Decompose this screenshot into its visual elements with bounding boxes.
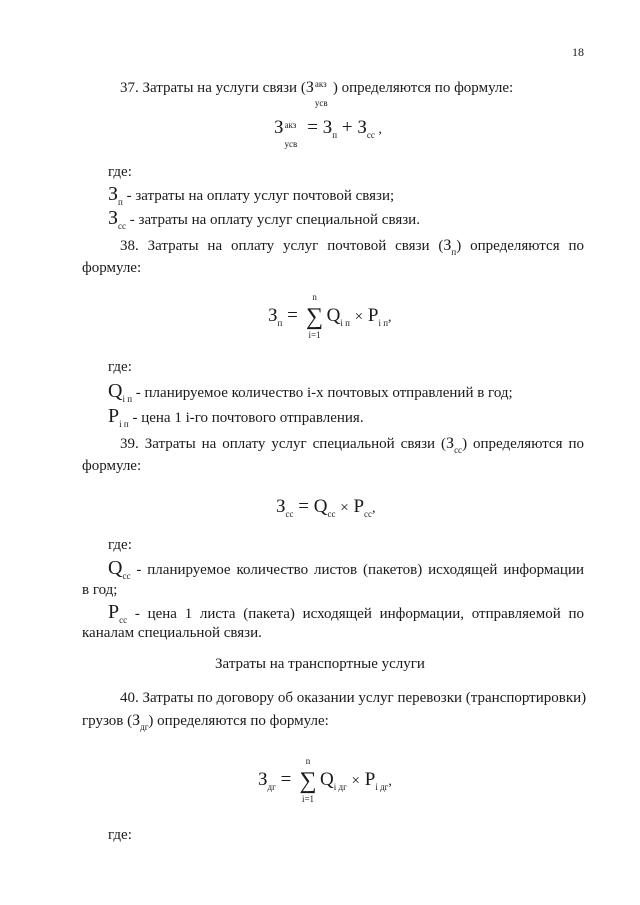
p37-text-a: 37. Затраты на услуги связи (: [120, 80, 306, 96]
p37-symbol: З: [305, 79, 314, 96]
def-37-a: [108, 183, 610, 207]
d39b-symbol: P: [108, 601, 120, 623]
p39-text-a: 39. Затраты на оплату услуг специальной связи (: [120, 436, 447, 452]
d37a-symbol: З: [108, 183, 119, 205]
f40-lim-up: n: [305, 756, 311, 766]
d39b-text: - цена 1 листа (пакета) исходящей информации, отправляемой по: [127, 606, 584, 622]
f37-lhs: З: [274, 117, 284, 138]
formula-37: [274, 117, 382, 149]
def-39-a-line2: в год;: [82, 582, 118, 598]
f40-times: ×: [351, 773, 361, 789]
f38-tail: ,: [388, 310, 392, 325]
def-39-b-line2: каналам специальной связи.: [82, 625, 262, 641]
f38-p-sub: i п: [378, 318, 389, 328]
f39-p: P: [353, 496, 365, 517]
f38-lim-up: n: [312, 292, 317, 302]
d38a-symbol: Q: [108, 380, 123, 402]
d39a-sub: сс: [122, 571, 131, 581]
formula-38: [268, 292, 392, 340]
f38-q-sub: i п: [340, 318, 350, 328]
where-39: где:: [108, 537, 132, 553]
f37-t1-sub: п: [332, 130, 338, 140]
paragraph-39-line2: формуле:: [82, 458, 142, 474]
def-38-a: [108, 380, 610, 404]
page-number: 18: [572, 45, 584, 59]
f40-sum-sign: [296, 756, 320, 804]
d38b-text: - цена 1 i-го почтового отправления.: [128, 410, 364, 426]
f37-eq: =: [307, 117, 318, 138]
f40-p-sub: i дг: [375, 782, 389, 792]
paragraph-37: [120, 79, 584, 108]
d39a-text: - планируемое количество листов (пакетов) исходящей информации: [130, 562, 584, 578]
p37-text-b: ) определяются по формуле:: [332, 80, 514, 96]
f40-sum: ∑: [299, 768, 317, 794]
f40-q: Q: [320, 769, 334, 790]
formula-39: [276, 496, 376, 519]
p37-sup: акз: [314, 79, 327, 89]
p38-sub: п: [451, 247, 457, 257]
f38-times: ×: [354, 309, 364, 325]
d38b-symbol: P: [108, 405, 120, 427]
f39-tail: ,: [372, 501, 376, 516]
f38-lhs: З: [268, 305, 278, 326]
p37-sub: усв: [314, 98, 328, 108]
p39-text-b: ) определяются по: [462, 436, 584, 452]
f40-lim-dn: i=1: [301, 794, 315, 804]
f39-lhs-sub: сс: [285, 509, 294, 519]
f39-q: Q: [313, 496, 328, 517]
paragraph-40-line1: 40. Затраты по договору об оказании услуг перевозки (транспортировки): [120, 690, 587, 706]
paragraph-38-line2: формуле:: [82, 260, 142, 276]
d38a-text: - планируемое количество i-х почтовых отправлений в год;: [132, 385, 513, 401]
p39-sub: сс: [454, 445, 463, 455]
f39-q-sub: сс: [327, 509, 336, 519]
f37-tail: ,: [378, 122, 382, 137]
p38-symbol: З: [443, 237, 452, 254]
formula-40: [258, 756, 392, 804]
f38-p: P: [367, 305, 379, 326]
f38-eq: =: [287, 305, 298, 326]
f39-times: ×: [340, 500, 349, 516]
d38a-sub: i п: [122, 394, 133, 404]
p39-symbol: З: [446, 435, 455, 452]
d37b-symbol: З: [108, 207, 119, 229]
f39-eq: =: [298, 496, 309, 517]
f37-plus: +: [341, 117, 353, 138]
f40-p: P: [364, 769, 376, 790]
f40-q-sub: i дг: [333, 782, 347, 792]
section-heading: Затраты на транспортные услуги: [215, 656, 425, 672]
d39b-sub: сс: [119, 615, 128, 625]
f38-lhs-sub: п: [277, 318, 283, 328]
d39a-symbol: Q: [108, 557, 123, 579]
f40-lhs-sub: дг: [267, 782, 276, 792]
f40-tail: ,: [388, 774, 392, 789]
f37-t2: З: [357, 117, 367, 138]
def-38-b: [108, 405, 610, 429]
p40-text-b: ) определяются по формуле:: [148, 713, 329, 729]
p38-text-b: ) определяются по: [456, 238, 584, 254]
paragraph-40-line2: [82, 712, 584, 732]
f38-q: Q: [326, 305, 341, 326]
paragraph-38-line1: [120, 237, 584, 257]
d37a-text: - затраты на оплату услуг почтовой связи;: [122, 188, 395, 204]
p38-text-a: 38. Затраты на оплату услуг почтовой связи (: [120, 238, 444, 254]
f40-eq: =: [280, 769, 292, 790]
f38-sum: ∑: [306, 304, 324, 330]
p40-text-a: грузов (: [82, 713, 133, 729]
f37-t2-sub: сс: [366, 130, 375, 140]
f39-p-sub: сс: [364, 509, 373, 519]
f37-lhs-sup: акз: [284, 120, 297, 130]
def-37-b: [108, 207, 610, 231]
f37-lhs-sub: усв: [284, 139, 298, 149]
def-39-b: [108, 601, 584, 625]
where-40: где:: [108, 827, 132, 843]
f40-lhs: З: [258, 769, 268, 790]
f38-lim-dn: i=1: [308, 330, 321, 340]
p40-sub: дг: [140, 722, 149, 732]
where-38: где:: [108, 359, 132, 375]
f38-sum-sign: [303, 292, 327, 340]
def-39-a: [108, 557, 584, 581]
d38b-sub: i п: [119, 419, 129, 429]
where-37: где:: [108, 164, 132, 180]
d37b-text: - затраты на оплату услуг специальной связи.: [126, 212, 420, 228]
d37b-sub: сс: [118, 221, 127, 231]
paragraph-39-line1: [120, 435, 584, 455]
f37-t1: З: [322, 117, 333, 138]
f39-lhs: З: [276, 496, 286, 517]
d37a-sub: п: [118, 197, 123, 207]
p40-symbol: З: [132, 712, 141, 729]
